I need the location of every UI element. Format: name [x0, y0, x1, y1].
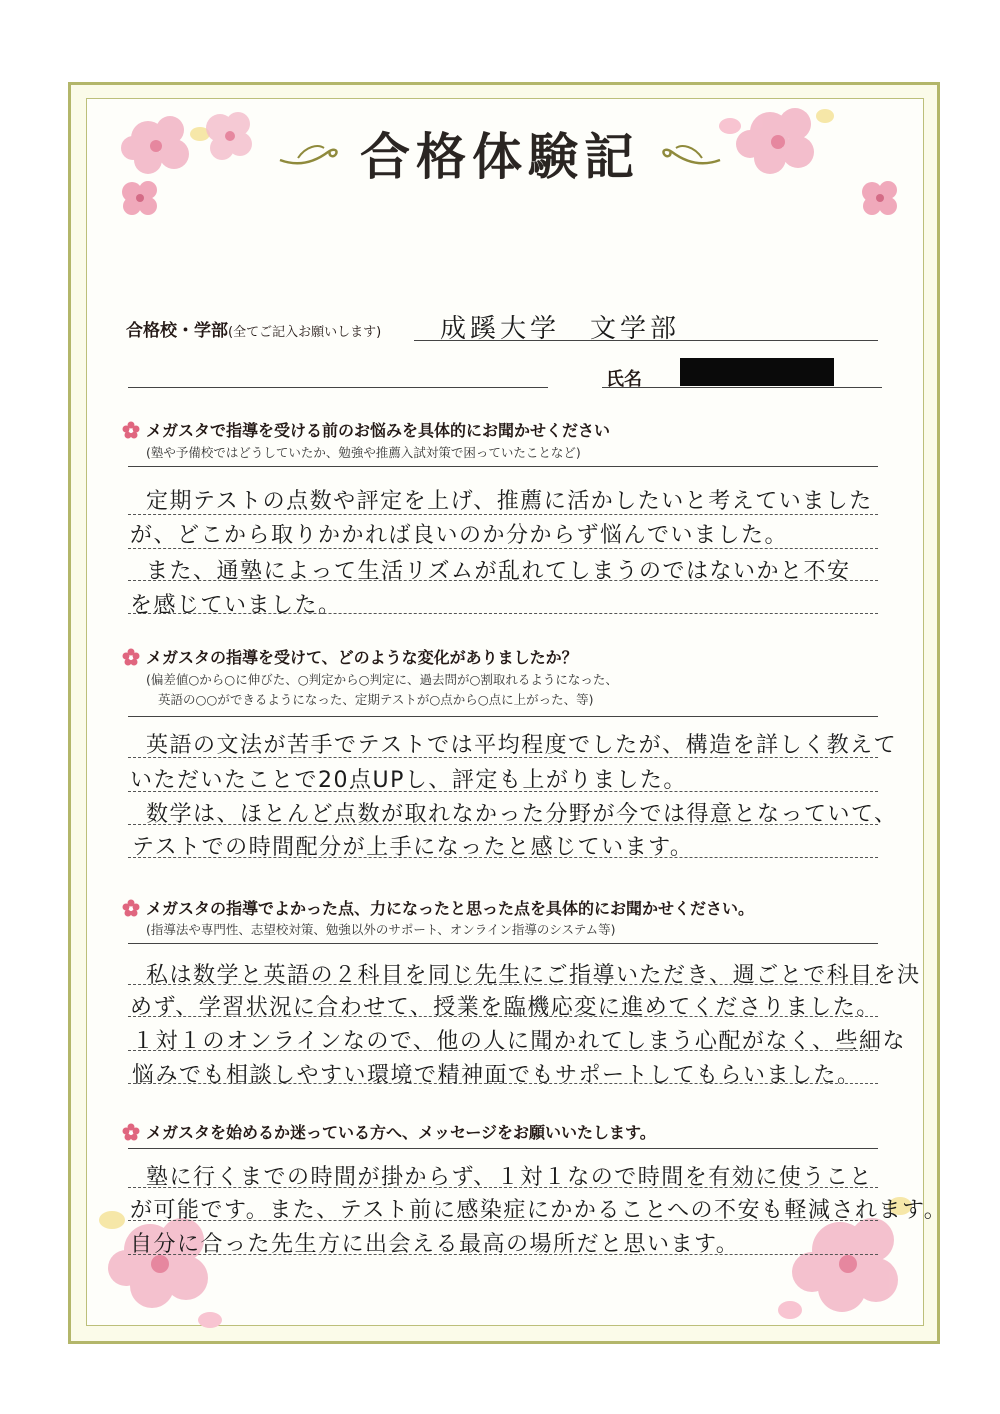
question-2-sub-2: 英語の○○ができるようになった、定期テストが○点から○点に上がった、等): [158, 692, 594, 707]
q2-line-4: テストでの時間配分が上手になったと感じています。: [132, 835, 694, 860]
q2-dotted-line: [128, 824, 878, 825]
q4-dotted-line: [128, 1254, 878, 1255]
q4-top-rule: [128, 1148, 878, 1149]
sakura-bullet-icon: [122, 899, 140, 917]
q3-line-2: めず、学習状況に合わせて、授業を臨機応変に進めてくださりました。: [130, 995, 880, 1020]
sakura-bullet-icon: [122, 648, 140, 666]
left-flourish-icon: [278, 138, 342, 168]
name-redaction: [680, 358, 834, 386]
q1-line-2: が、どこから取りかかれば良いのか分からず悩んでいました。: [130, 523, 789, 548]
q1-dotted-line: [128, 580, 878, 581]
school-note: (全てご記入お願いします): [228, 325, 382, 340]
question-1-sub: (塾や予備校ではどうしていたか、勉強や推薦入試対策で困っていたことなど): [146, 445, 581, 460]
sakura-bullet-icon: [122, 421, 140, 439]
q3-line-1: 私は数学と英語の２科目を同じ先生にご指導いただき、週ごとで科目を決: [146, 963, 921, 988]
q4-line-2: が可能です。また、テスト前に感染症にかかることへの不安も軽減されます。: [130, 1198, 948, 1223]
q3-dotted-line: [128, 1083, 878, 1084]
q2-line-1: 英語の文法が苦手でテストでは平均程度でしたが、構造を詳しく教えて: [146, 733, 898, 758]
name-rule: [602, 387, 882, 388]
q1-dotted-line: [128, 613, 878, 614]
q1-line-1: 定期テストの点数や評定を上げ、推薦に活かしたいと考えていました: [146, 489, 873, 514]
q1-line-3: また、通塾によって生活リズムが乱れてしまうのではないかと不安: [146, 559, 851, 584]
school-value: 成蹊大学 文学部: [440, 314, 681, 344]
q3-dotted-line: [128, 984, 878, 985]
q4-line-3: 自分に合った先生方に出会える最高の場所だと思います。: [130, 1232, 740, 1257]
school-label: 合格校・学部: [126, 321, 228, 341]
q2-dotted-line: [128, 757, 878, 758]
q1-dotted-line: [128, 548, 878, 549]
q4-dotted-line: [128, 1220, 878, 1221]
q2-top-rule: [128, 716, 878, 717]
q3-dotted-line: [128, 1016, 878, 1017]
page-title: 合格体験記: [360, 127, 640, 186]
q3-dotted-line: [128, 1050, 878, 1051]
q1-line-4: を感じていました。: [130, 593, 342, 618]
title-area: [0, 118, 1000, 188]
question-4-title: メガスタを始めるか迷っている方へ、メッセージをお願いいたします。: [146, 1123, 656, 1142]
q2-dotted-line: [128, 857, 878, 858]
question-2-sub-1: (偏差値○から○に伸びた、○判定から○判定に、過去問が○割取れるようになった、: [146, 672, 618, 687]
question-4: [122, 1120, 656, 1143]
question-2: [122, 645, 578, 668]
question-3-sub: (指導法や専門性、志望校対策、勉強以外のサポート、オンライン指導のシステム等): [146, 922, 616, 937]
name-label: 氏名: [606, 369, 642, 390]
school-rule: [414, 340, 878, 341]
q3-line-4: 悩みでも相談しやすい環境で精神面でもサポートしてもらいました。: [132, 1063, 861, 1088]
blank-rule: [128, 387, 548, 388]
question-3: [122, 896, 754, 919]
right-flourish-icon: [658, 138, 722, 168]
q4-dotted-line: [128, 1187, 878, 1188]
question-1: [122, 418, 610, 441]
question-3-title: メガスタの指導でよかった点、力になったと思った点を具体的にお聞かせください。: [146, 899, 755, 918]
question-1-title: メガスタで指導を受ける前のお悩みを具体的にお聞かせください: [146, 421, 611, 440]
q4-line-1: 塾に行くまでの時間が掛からず、１対１なので時間を有効に使うこと: [146, 1165, 873, 1190]
q2-line-2: いただいたことで20点UPし、評定も上がりました。: [130, 768, 687, 793]
question-2-title: メガスタの指導を受けて、どのような変化がありましたか？: [146, 648, 578, 667]
q3-line-3: １対１のオンラインなので、他の人に聞かれてしまう心配がなく、些細な: [132, 1029, 906, 1054]
q3-top-rule: [128, 943, 878, 944]
sakura-bullet-icon: [122, 1123, 140, 1141]
school-label-row: [126, 316, 381, 341]
q1-top-rule: [128, 466, 878, 467]
q1-dotted-line: [128, 514, 878, 515]
q2-dotted-line: [128, 791, 878, 792]
q2-line-3: 数学は、ほとんど点数が取れなかった分野が今では得意となっていて、: [146, 802, 898, 827]
